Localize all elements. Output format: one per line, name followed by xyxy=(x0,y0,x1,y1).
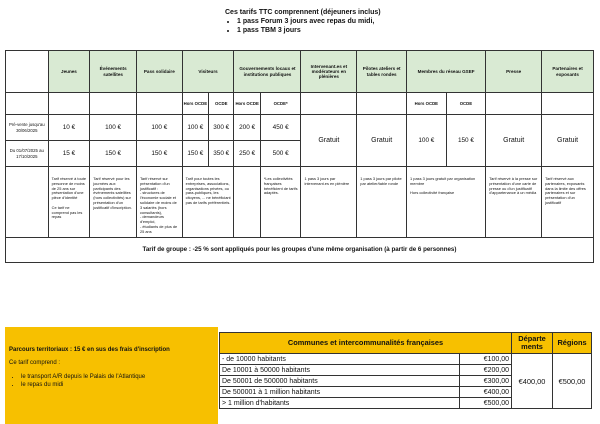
col-jeunes: Jeunes xyxy=(48,51,90,93)
communes-header: Communes et intercommunalités françaises xyxy=(220,333,512,354)
col-presse: Presse xyxy=(486,51,542,93)
col-gouvernements: Gouvernements locaux et institutions publiques xyxy=(234,51,301,93)
commune-label: - de 10000 habitants xyxy=(220,354,460,365)
col-evenements: Événements satellites xyxy=(90,51,137,93)
notes-row xyxy=(6,167,594,238)
territorial-intro: Ce tarif comprend : xyxy=(9,359,61,366)
p1-solidaire: 100 € xyxy=(136,115,182,141)
header-intro: Ces tarifs TTC comprennent (déjeuners inclus) xyxy=(225,9,381,16)
communes-table xyxy=(219,332,592,409)
note-solidaire: Tarif réservé sur présentation d'un justificatif : - structures de l'économie sociale et solidaire de moins de 3 salariés (hors consultants), - demandeurs d'emploi, - étudiants de plus de 25 ans xyxy=(136,167,182,238)
commune-amount: €200,00 xyxy=(460,365,512,376)
territorial-item: • le transport A/R depuis le Palais de l'Atlantique xyxy=(21,374,213,382)
note-partenaires: Tarif réservé aux partenaires, exposants dans la limite des offres partenaires et sur présentation d'un justificatif xyxy=(542,167,594,238)
pricing-table xyxy=(5,50,594,263)
note-membres: 1 pass 3 jours gratuit par organisation membre Hors collectivité française xyxy=(407,167,486,238)
note-gouvernements: *Les collectivités françaises bénéficient de tarifs adaptés. xyxy=(260,167,301,238)
sub-mem-hors: Hors OCDE xyxy=(407,93,447,115)
commune-amount: €400,00 xyxy=(460,387,512,398)
col-solidaire: Pass solidaire xyxy=(136,51,182,93)
communes-header-row xyxy=(220,333,592,354)
group-row xyxy=(6,237,594,262)
p1-jeunes: 10 € xyxy=(48,115,90,141)
pricing-header xyxy=(225,8,485,35)
header-row xyxy=(6,51,594,93)
regions-header: Régions xyxy=(553,333,592,354)
p1-vis-ocde: 300 € xyxy=(209,115,234,141)
p2-jeunes: 15 € xyxy=(48,141,90,167)
departements-header: Départe ments xyxy=(512,333,553,354)
p2-solidaire: 150 € xyxy=(136,141,182,167)
col-pilotes: Pilotes ateliers et tables rondes xyxy=(357,51,407,93)
commune-amount: €500,00 xyxy=(460,398,512,409)
note-pilotes: 1 pass 3 jours par pilote par atelier/table ronde xyxy=(357,167,407,238)
col-visiteurs: Visiteurs xyxy=(182,51,234,93)
p2-gov-ocde: 500 € xyxy=(260,141,301,167)
territorial-list xyxy=(21,374,213,389)
note-intervenants: 1 pass 3 jours par intervenant.es en plénière xyxy=(301,167,357,238)
sub-gov-hors: Hors OCDE xyxy=(234,93,260,115)
subheader-row xyxy=(6,93,594,115)
membres-ocde-price: 150 € xyxy=(446,115,486,167)
table-row xyxy=(220,354,592,365)
p2-evenements: 150 € xyxy=(90,141,137,167)
header-bullets xyxy=(237,17,485,35)
partenaires-price: Gratuit xyxy=(542,115,594,167)
territorial-title: Parcours territoriaux : 15 € en sus des frais d'inscription xyxy=(9,347,170,353)
period1-label: Pré-vente jusqu'au 30/06/2025 xyxy=(6,115,49,141)
pilotes-price: Gratuit xyxy=(357,115,407,167)
p1-vis-hors: 100 € xyxy=(182,115,208,141)
col-membres: Membres du réseau GSEF xyxy=(407,51,486,93)
sub-vis-ocde: OCDE xyxy=(209,93,234,115)
note-evenements: Tarif réservé pour les journées aux participants des événements satellites (hors collectivités) sur présentation d'un justificatif d'inscription. xyxy=(90,167,137,238)
col-partenaires: Partenaires et exposants xyxy=(542,51,594,93)
period1-row xyxy=(6,115,594,141)
territorial-box xyxy=(5,327,218,424)
p1-evenements: 100 € xyxy=(90,115,137,141)
header-bullet: • 1 pass Forum 3 jours avec repas du midi, xyxy=(237,17,485,26)
col-intervenants: Intervenant.es et modérateurs en plénières xyxy=(301,51,357,93)
p2-vis-ocde: 350 € xyxy=(209,141,234,167)
commune-label: > 1 million d'habitants xyxy=(220,398,460,409)
p2-gov-hors: 250 € xyxy=(234,141,260,167)
note-jeunes: Tarif réservé à toute personne de moins de 25 ans sur présentation d'une pièce d'identité Ce tarif ne comprend pas les repas xyxy=(48,167,90,238)
departements-value: €400,00 xyxy=(512,354,553,409)
sub-mem-ocde: OCDE xyxy=(446,93,486,115)
header-bullet: • 1 pass TBM 3 jours xyxy=(237,26,485,35)
note-visiteurs: Tarif pour toutes les entreprises, associations, organisations privées, ou para-publiques, les citoyens, ... ne bénéficiant pas de tarifs préférentiels. xyxy=(182,167,234,238)
commune-amount: €100,00 xyxy=(460,354,512,365)
commune-label: De 500001 à 1 million habitants xyxy=(220,387,460,398)
intervenants-price: Gratuit xyxy=(301,115,357,167)
presse-price: Gratuit xyxy=(486,115,542,167)
sub-gov-ocde: OCDE* xyxy=(260,93,301,115)
regions-value: €500,00 xyxy=(553,354,592,409)
p1-gov-ocde: 450 € xyxy=(260,115,301,141)
period2-label: Du 01/07/2025 au 17/10/2025 xyxy=(6,141,49,167)
p1-gov-hors: 200 € xyxy=(234,115,260,141)
corner-cell xyxy=(6,51,49,93)
commune-label: De 10001 à 50000 habitants xyxy=(220,365,460,376)
sub-vis-hors: Hors OCDE xyxy=(182,93,208,115)
membres-hors-price: 100 € xyxy=(407,115,447,167)
group-discount: Tarif de groupe : -25 % sont appliqués pour les groupes d'une même organisation (à partir de 6 personnes) xyxy=(6,237,594,262)
territorial-item: • le repas du midi xyxy=(21,382,213,390)
commune-amount: €300,00 xyxy=(460,376,512,387)
p2-vis-hors: 150 € xyxy=(182,141,208,167)
commune-label: De 50001 de 500000 habitants xyxy=(220,376,460,387)
note-presse: Tarif réservé à la presse sur présentation d'une carte de presse ou d'un justificatif d'appartenance à un média xyxy=(486,167,542,238)
